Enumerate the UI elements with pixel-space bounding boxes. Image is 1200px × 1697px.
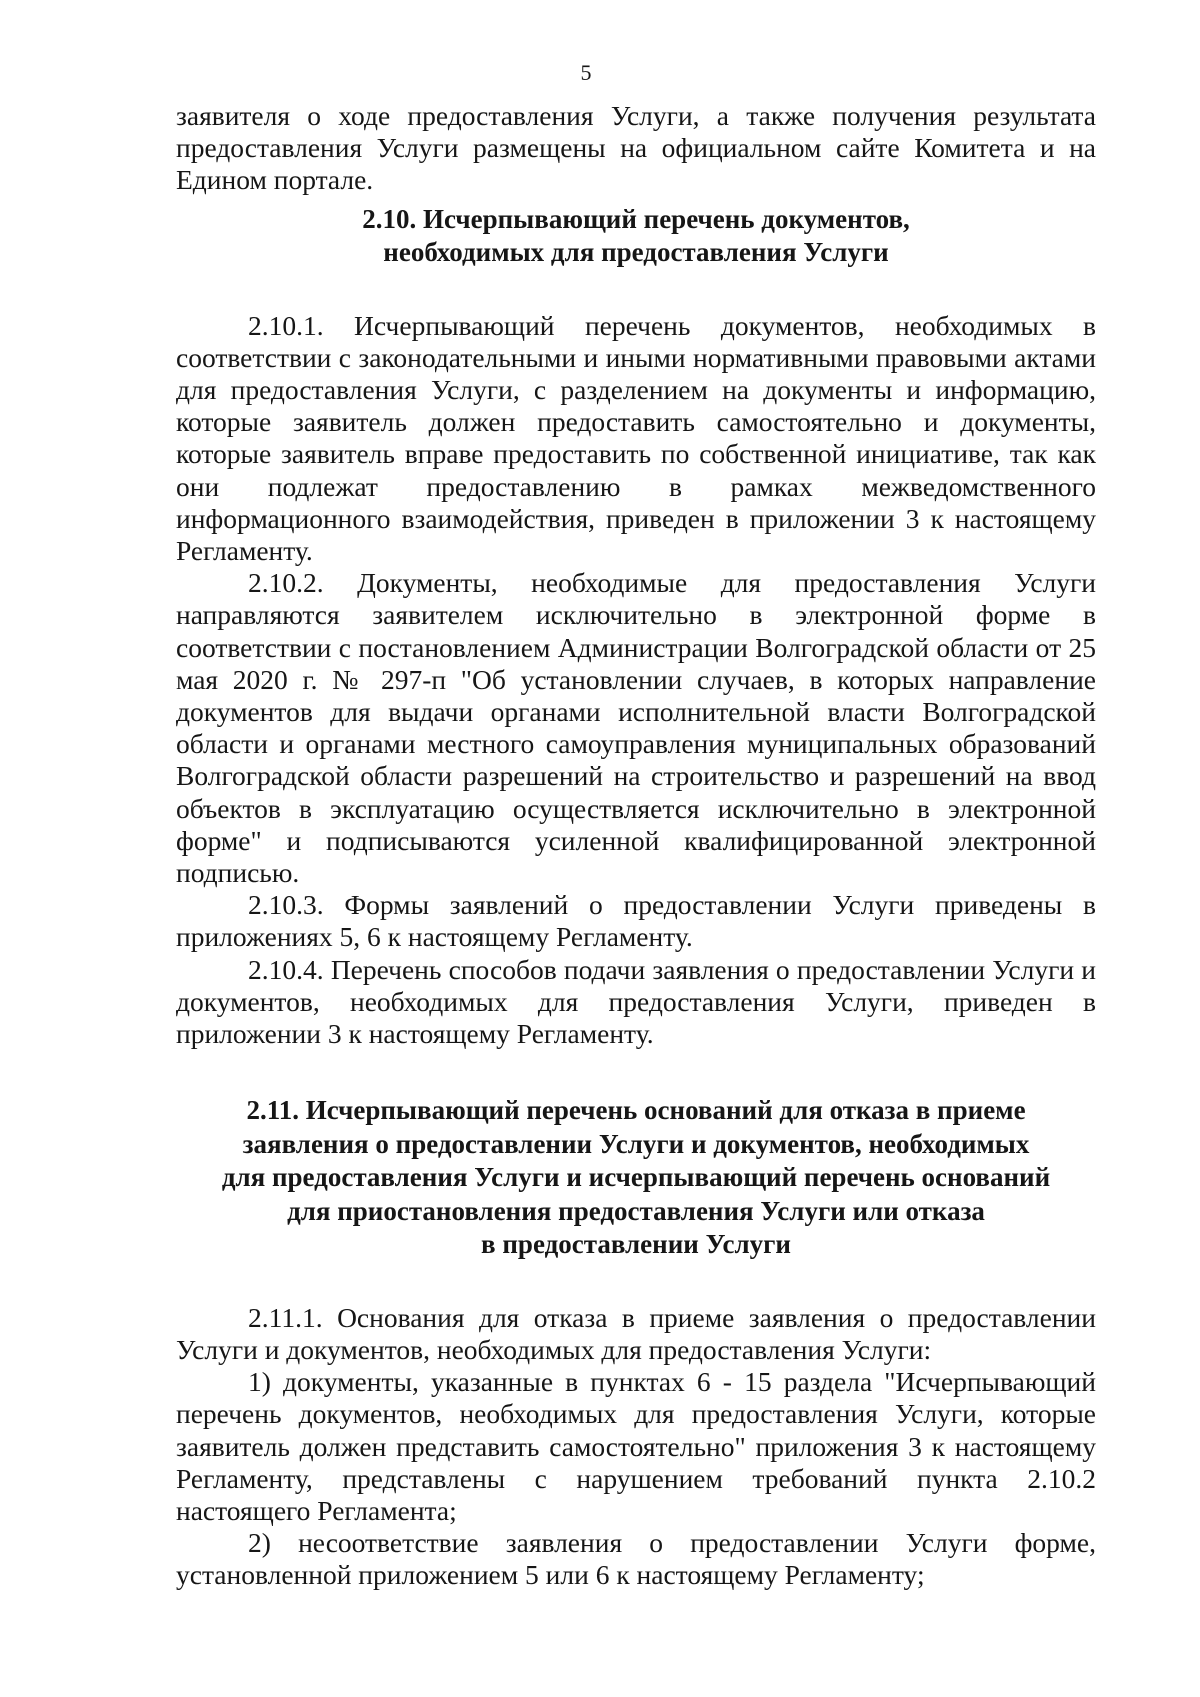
section-heading-2-10	[176, 203, 1096, 270]
list-item-2: 2) несоответствие заявления о предоставлении Услуги форме, установленной приложением 5 или 6 к настоящему Регламенту;	[176, 1527, 1096, 1591]
paragraph-2-10-2: 2.10.2. Документы, необходимые для предоставления Услуги направляются заявителем исключительно в электронной форме в соответствии с постановлением Администрации Волгоградской области от 25 мая 2020 г. № 297-п "Об установлении случаев, в которых направление документов для выдачи органами исполнительной власти Волгоградской области и органами местного самоуправления муниципальных образований Волгоградской области разрешений на строительство и разрешений на ввод объектов в эксплуатацию осуществляется исключительно в электронной форме" и подписываются усиленной квалифицированной электронной подписью.	[176, 567, 1096, 889]
section-heading-2-11	[176, 1094, 1096, 1262]
paragraph-2-10-1: 2.10.1. Исчерпывающий перечень документов, необходимых в соответствии с законодательными и иными нормативными правовыми актами для предоставления Услуги, с разделением на документы и информацию, которые заявитель должен предоставить самостоятельно и документы, которые заявитель вправе предоставить по собственной инициативе, так как они подлежат предоставлению в рамках межведомственного информационного взаимодействия, приведен в приложении 3 к настоящему Регламенту.	[176, 309, 1096, 567]
heading-line: в предоставлении Услуги	[481, 1229, 791, 1260]
heading-line: заявления о предоставлении Услуги и документов, необходимых	[242, 1128, 1030, 1159]
heading-line: для предоставления Услуги и исчерпывающий перечень оснований	[221, 1162, 1051, 1193]
paragraph-2-10-3: 2.10.3. Формы заявлений о предоставлении Услуги приведены в приложениях 5, 6 к настоящему Регламенту.	[176, 889, 1096, 953]
page-number: 5	[580, 60, 592, 85]
heading-line: для приостановления предоставления Услуги или отказа	[287, 1195, 985, 1226]
heading-line: 2.11. Исчерпывающий перечень оснований для отказа в приеме	[246, 1095, 1026, 1126]
paragraph-continuation: заявителя о ходе предоставления Услуги, а также получения результата предоставления Услуги размещены на официальном сайте Комитета и на Едином портале.	[176, 100, 1096, 196]
heading-line: необходимых для предоставления Услуги	[383, 237, 889, 268]
document-page	[176, 60, 1096, 1592]
paragraph-2-11-1: 2.11.1. Основания для отказа в приеме заявления о предоставлении Услуги и документов, необходимых для предоставления Услуги:	[176, 1301, 1096, 1365]
paragraph-2-10-4: 2.10.4. Перечень способов подачи заявления о предоставлении Услуги и документов, необходимых для предоставления Услуги, приведен в приложении 3 к настоящему Регламенту.	[176, 953, 1096, 1050]
heading-line: 2.10. Исчерпывающий перечень документов,	[362, 203, 910, 234]
list-item-1: 1) документы, указанные в пунктах 6 - 15 раздела "Исчерпывающий перечень документов, необходимых для предоставления Услуги, которые заявитель должен представить самостоятельно" приложения 3 к настоящему Регламенту, представлены с нарушением требований пункта 2.10.2 настоящего Регламента;	[176, 1366, 1096, 1526]
